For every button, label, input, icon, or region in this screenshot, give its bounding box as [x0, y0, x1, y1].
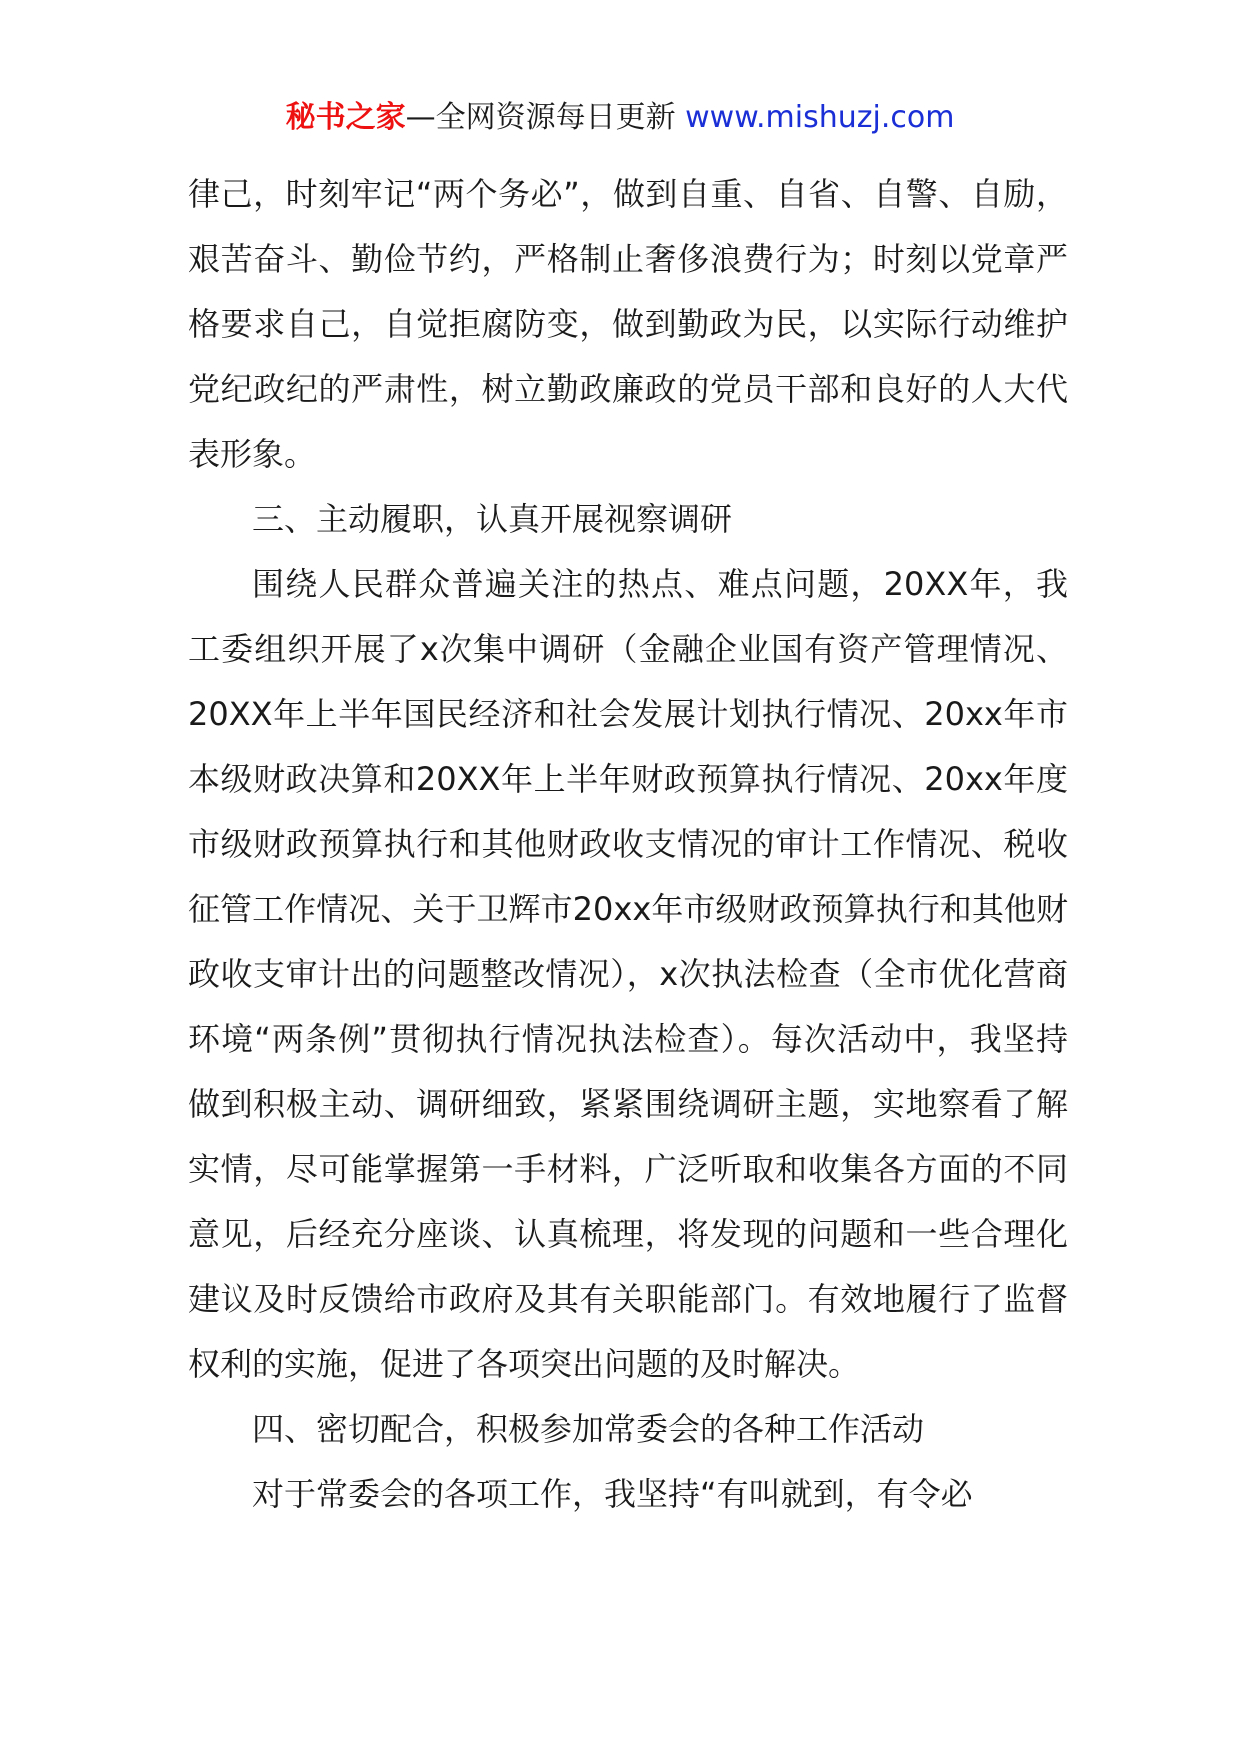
site-header — [0, 98, 1240, 138]
section-heading-3: 三、主动履职，认真开展视察调研 — [252, 500, 733, 538]
paragraph-committee-work: 对于常委会的各项工作，我坚持“有叫就到，有令必 — [252, 1475, 973, 1513]
document-body — [188, 162, 1068, 1527]
brand-name: 秘书之家 — [285, 100, 406, 135]
paragraph-continuation: 律己，时刻牢记“两个务必”，做到自重、自省、自警、自励，艰苦奋斗、勤俭节约，严格制止奢侈浪费行为；时刻以党章严格要求自己，自觉拒腐防变，做到勤政为民，以实际行动维护党纪政纪的严肃性，树立勤政廉政的党员干部和良好的人大代表形象。 — [188, 175, 1068, 473]
section-heading-4: 四、密切配合，积极参加常委会的各种工作活动 — [252, 1410, 925, 1448]
paragraph-research: 围绕人民群众普遍关注的热点、难点问题，20XX年，我工委组织开展了x次集中调研（金融企业国有资产管理情况、20XX年上半年国民经济和社会发展计划执行情况、20xx年市本级财政决算和20XX年上半年财政预算执行情况、20xx年度市级财政预算执行和其他财政收支情况的审计工作情况、税收征管工作情况、关于卫辉市20xx年市级财政预算执行和其他财政收支审计出的问题整改情况），x次执法检查（全市优化营商环境“两条例”贯彻执行情况执法检查）。每次活动中，我坚持做到积极主动、调研细致，紧紧围绕调研主题，实地察看了解实情，尽可能掌握第一手材料，广泛听取和收集各方面的不同意见，后经充分座谈、认真梳理，将发现的问题和一些合理化建议及时反馈给市政府及其有关职能部门。有效地履行了监督权利的实施，促进了各项突出问题的及时解决。 — [188, 565, 1068, 1383]
header-slogan: —全网资源每日更新 — [405, 100, 686, 135]
site-url-link[interactable]: www.mishuzj.com — [685, 100, 955, 135]
